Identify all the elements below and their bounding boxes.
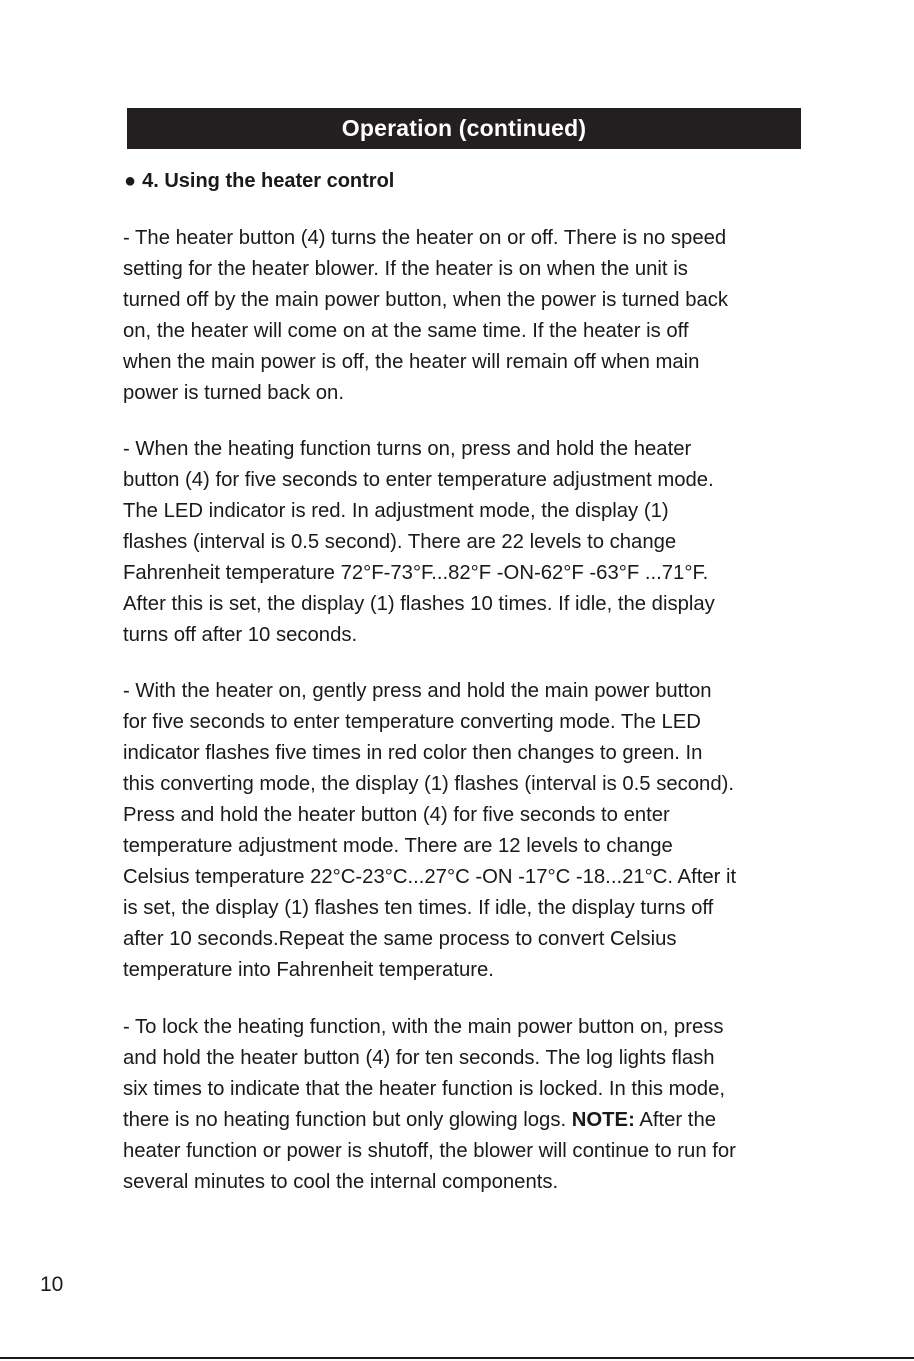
section-heading xyxy=(124,170,394,193)
paragraph-line: indicator flashes five times in red color then changes to green. In xyxy=(123,742,703,764)
paragraph-line: flashes (interval is 0.5 second). There are 22 levels to change xyxy=(123,531,677,553)
paragraph-line-with-note xyxy=(123,1105,813,1136)
paragraph-line: heater function or power is shutoff, the blower will continue to run for xyxy=(123,1140,736,1162)
paragraph-line: six times to indicate that the heater function is locked. In this mode, xyxy=(123,1078,725,1100)
paragraph-line: - The heater button (4) turns the heater on or off. There is no speed xyxy=(123,227,727,249)
paragraph-line: - When the heating function turns on, press and hold the heater xyxy=(123,438,692,460)
paragraph-line: several minutes to cool the internal components. xyxy=(123,1171,559,1193)
note-label: NOTE: xyxy=(571,1109,635,1131)
paragraph-line: turns off after 10 seconds. xyxy=(123,624,358,646)
paragraph-line: this converting mode, the display (1) flashes (interval is 0.5 second). xyxy=(123,773,734,795)
paragraph-line: after 10 seconds.Repeat the same process to convert Celsius xyxy=(123,928,677,950)
paragraph-lock-heating xyxy=(123,1012,813,1198)
paragraph-heater-button xyxy=(123,223,813,409)
section-banner xyxy=(127,108,801,149)
paragraph-line: - With the heater on, gently press and hold the main power button xyxy=(123,680,712,702)
paragraph-line: The LED indicator is red. In adjustment mode, the display (1) xyxy=(123,500,669,522)
paragraph-celsius-conversion xyxy=(123,676,813,986)
paragraph-line: and hold the heater button (4) for ten seconds. The log lights flash xyxy=(123,1047,715,1069)
bottom-divider xyxy=(0,1357,914,1359)
paragraph-line: power is turned back on. xyxy=(123,382,344,404)
paragraph-line: Press and hold the heater button (4) for five seconds to enter xyxy=(123,804,670,826)
paragraph-line: temperature adjustment mode. There are 12 levels to change xyxy=(123,835,673,857)
banner-title: Operation (continued) xyxy=(341,115,587,141)
note-line-text-before: there is no heating function but only glowing logs. xyxy=(123,1109,572,1131)
paragraph-line: for five seconds to enter temperature converting mode. The LED xyxy=(123,711,701,733)
paragraph-line: After this is set, the display (1) flashes 10 times. If idle, the display xyxy=(123,593,715,615)
paragraph-line: setting for the heater blower. If the heater is on when the unit is xyxy=(123,258,688,280)
paragraph-line: temperature into Fahrenheit temperature. xyxy=(123,959,494,981)
paragraph-line: Celsius temperature 22°C-23°C...27°C -ON -17°C -18...21°C. After it xyxy=(123,866,737,888)
paragraph-line: is set, the display (1) flashes ten times. If idle, the display turns off xyxy=(123,897,714,919)
paragraph-line: - To lock the heating function, with the main power button on, press xyxy=(123,1016,724,1038)
page-number: 10 xyxy=(40,1273,64,1296)
paragraph-line: button (4) for five seconds to enter temperature adjustment mode. xyxy=(123,469,714,491)
section-heading-text: 4. Using the heater control xyxy=(142,170,395,192)
note-line-text-after: After the xyxy=(634,1109,717,1131)
paragraph-line: on, the heater will come on at the same time. If the heater is off xyxy=(123,320,689,342)
paragraph-fahrenheit-adjustment xyxy=(123,434,813,651)
paragraph-line: Fahrenheit temperature 72°F-73°F...82°F -ON-62°F -63°F ...71°F. xyxy=(123,562,709,584)
paragraph-line: turned off by the main power button, when the power is turned back xyxy=(123,289,729,311)
bullet-icon: ● xyxy=(124,170,137,192)
paragraph-line: when the main power is off, the heater will remain off when main xyxy=(123,351,700,373)
